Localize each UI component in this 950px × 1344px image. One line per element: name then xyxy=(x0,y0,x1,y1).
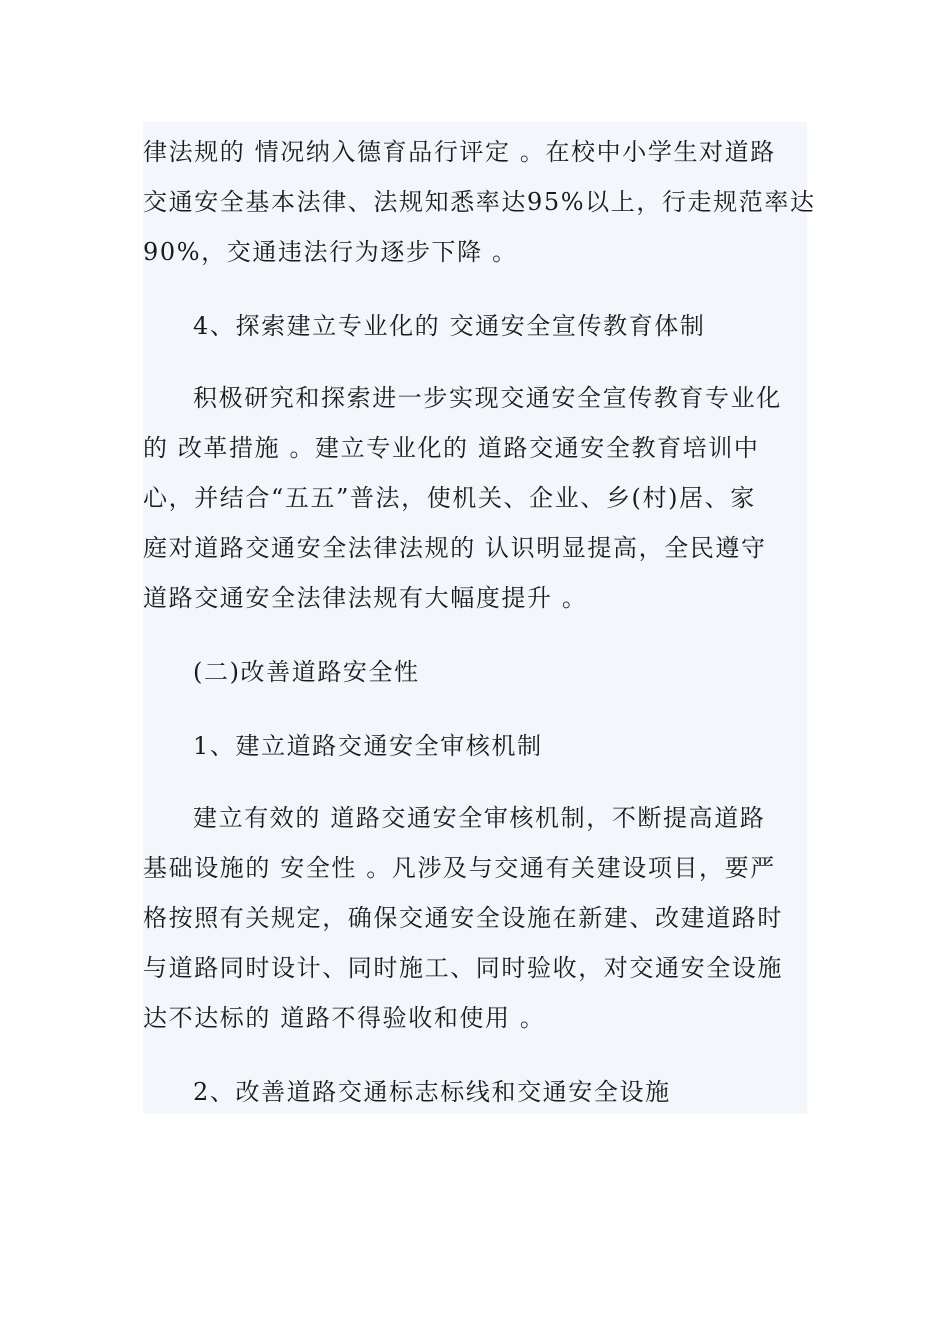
subsection-heading: 1、建立道路交通安全审核机制 xyxy=(193,732,543,760)
paragraph-line: 交通安全基本法律、法规知悉率达95%以上，行走规范率达 xyxy=(143,188,816,216)
paragraph-line: 庭对道路交通安全法律法规的 认识明显提高，全民遵守 xyxy=(143,534,767,562)
paragraph-line: 道路交通安全法律法规有大幅度提升 。 xyxy=(143,584,588,612)
subsection-heading: 2、改善道路交通标志标线和交通安全设施 xyxy=(193,1078,671,1106)
paragraph-line: 心，并结合“五五”普法，使机关、企业、乡(村)居、家 xyxy=(143,484,756,512)
paragraph-line: 90%，交通违法行为逐步下降 。 xyxy=(143,238,518,266)
section-heading: (二)改善道路安全性 xyxy=(193,658,420,686)
paragraph-line: 建立有效的 道路交通安全审核机制，不断提高道路 xyxy=(193,804,766,832)
paragraph-line: 律法规的 情况纳入德育品行评定 。在校中小学生对道路 xyxy=(143,138,776,166)
paragraph-line: 的 改革措施 。建立专业化的 道路交通安全教育培训中 xyxy=(143,434,760,462)
paragraph-line: 与道路同时设计、同时施工、同时验收，对交通安全设施 xyxy=(143,954,783,982)
paragraph-line: 达不达标的 道路不得验收和使用 。 xyxy=(143,1004,546,1032)
paragraph-line: 基础设施的 安全性 。凡涉及与交通有关建设项目，要严 xyxy=(143,854,776,882)
section-heading: 4、探索建立专业化的 交通安全宣传教育体制 xyxy=(193,312,706,340)
paragraph-line: 格按照有关规定，确保交通安全设施在新建、改建道路时 xyxy=(143,904,783,932)
paragraph-line: 积极研究和探索进一步实现交通安全宣传教育专业化 xyxy=(193,384,782,412)
